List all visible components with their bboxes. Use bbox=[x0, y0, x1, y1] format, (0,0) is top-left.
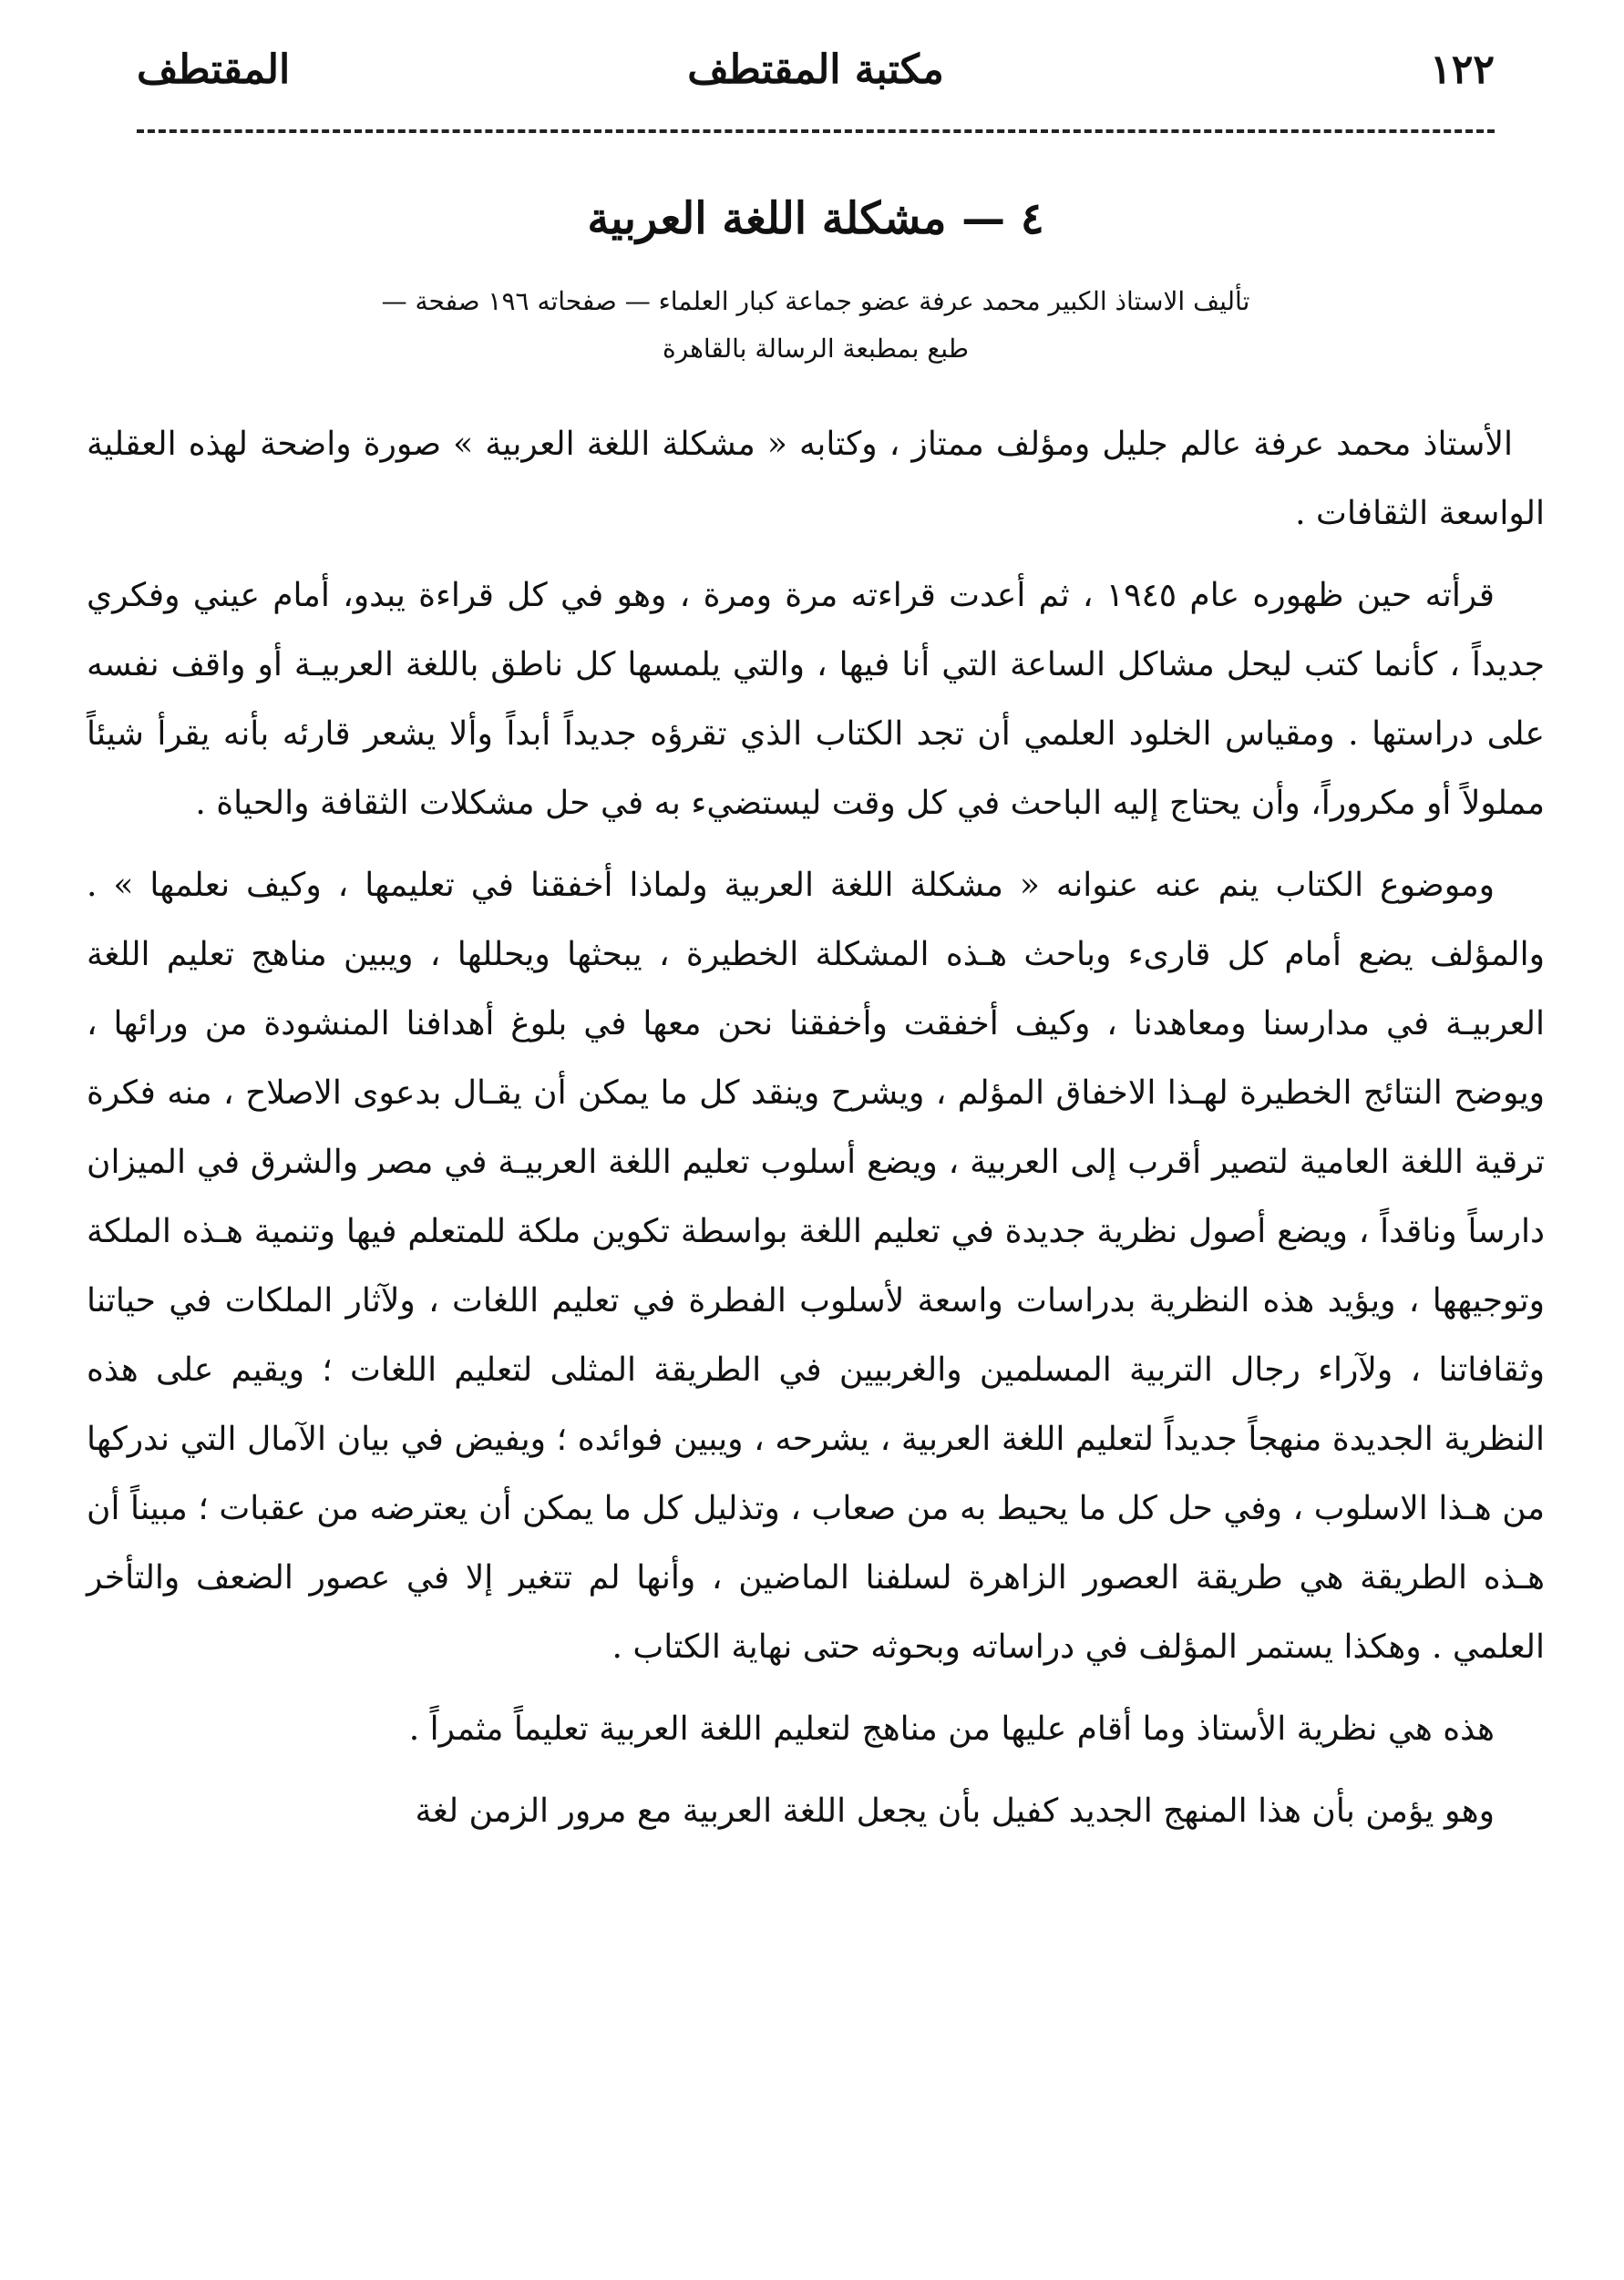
byline-author-line: تأليف الاستاذ الكبير محمد عرفة عضو جماعة كبار العلماء — صفحاته ١٩٦ صفحة — bbox=[381, 286, 1250, 316]
article-title: ٤ — مشكلة اللغة العربية bbox=[587, 193, 1044, 244]
page-number: ١٢٢ bbox=[1430, 46, 1495, 93]
running-title: مكتبة المقتطف bbox=[687, 46, 944, 93]
article-body bbox=[87, 410, 1545, 1859]
paragraph: وهو يؤمن بأن هذا المنهج الجديد كفيل بأن يجعل اللغة العربية مع مرور الزمن لغة bbox=[415, 1792, 1495, 1830]
paragraph: الأستاذ محمد عرفة عالم جليل ومؤلف ممتاز ، وكتابه « مشكلة اللغة العربية » صورة واضحة لهذه العقلية الواسعة الثقافات . bbox=[87, 426, 1545, 532]
byline-publisher-line: طبع بمطبعة الرسالة بالقاهرة bbox=[663, 334, 969, 364]
header-divider bbox=[137, 129, 1495, 133]
article-byline bbox=[210, 278, 1422, 373]
running-header bbox=[137, 38, 1495, 102]
paragraph: قرأته حين ظهوره عام ١٩٤٥ ، ثم أعدت قراءته مرة ومرة ، وهو في كل قراءة يبدو، أمام عيني وفكري جديداً ، كأنما كتب ليحل مشاكل الساعة التي أنا فيها ، والتي يلمسها كل ناطق باللغة العربيـة أو واقف نفسه على دراستها . ومقياس الخلود العلمي أن تجد الكتاب الذي تقرؤه جديداً أبداً وألا يشعر قارئه بأنه يقرأ شيئاً مملولاً أو مكروراً، وأن يحتاج إليه الباحث في كل وقت ليستضيء به في حل مشكلات الثقافة والحياة . bbox=[87, 577, 1545, 822]
paragraph: وموضوع الكتاب ينم عنه عنوانه « مشكلة اللغة العربية ولماذا أخفقنا في تعليمها ، وكيف نعلمها » . والمؤلف يضع أمام كل قارىء وباحث هـذه المشكلة الخطيرة ، يبحثها ويحللها ، ويبين مناهج تعليم اللغة العربيـة في مدارسنا ومعاهدنا ، وكيف أخفقت وأخفقنا نحن معها في بلوغ أهدافنا المنشودة من ورائها ، ويوضح النتائج الخطيرة لهـذا الاخفاق المؤلم ، ويشرح وينقد كل ما يمكن أن يقـال بدعوى الاصلاح ، منه فكرة ترقية اللغة العامية لتصير أقرب إلى العربية ، ويضع أسلوب تعليم اللغة العربيـة في مصر والشرق في الميزان دارساً وناقداً ، ويضع أصول نظرية جديدة في تعليم اللغة بواسطة تكوين ملكة للمتعلم فيها وتنمية هـذه الملكة وتوجيهها ، ويؤيد هذه النظرية بدراسات واسعة لأسلوب الفطرة في تعليم اللغات ، ولآثار الملكات في حياتنا وثقافاتنا ، ولآراء رجال التربية المسلمين والغربيين في الطريقة المثلى لتعليم اللغات ؛ ويقيم على هذه النظرية الجديدة منهجاً جديداً لتعليم اللغة العربية ، يشرحه ، ويبين فوائده ؛ ويفيض في بيان الآمال التي ندركها من هـذا الاسلوب ، وفي حل كل ما يحيط به من صعاب ، وتذليل كل ما يمكن أن يعترضه من عقبات ؛ مبيناً أن هـذه الطريقة هي طريقة العصور الزاهرة لسلفنا الماضين ، وأنها لم تتغير إلا في عصور الضعف والتأخر العلمي . وهكذا يستمر المؤلف في دراساته وبحوثه حتى نهاية الكتاب . bbox=[87, 867, 1545, 1666]
journal-name: المقتطف bbox=[137, 46, 291, 93]
paragraph: هذه هي نظرية الأستاذ وما أقام عليها من مناهج لتعليم اللغة العربية تعليماً مثمراً . bbox=[408, 1710, 1495, 1748]
